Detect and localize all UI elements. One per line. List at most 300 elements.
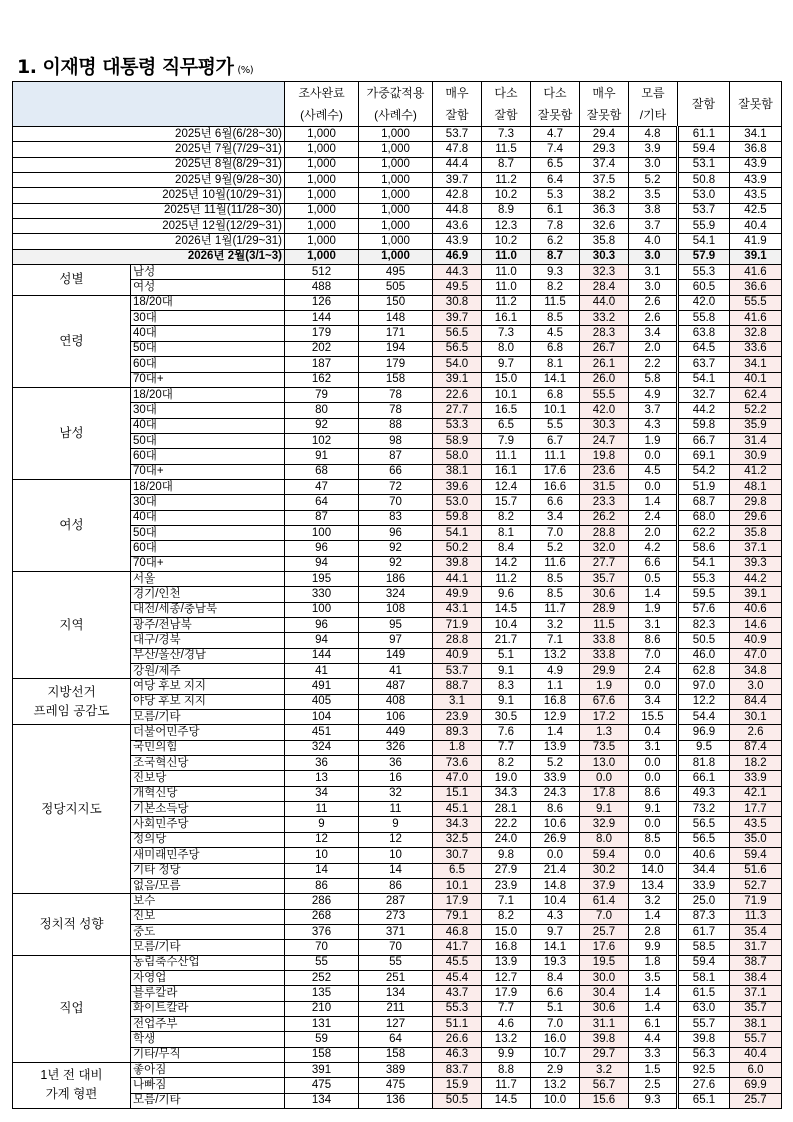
- value-cell: 9.1: [482, 664, 531, 679]
- value-cell: 59.8: [678, 418, 730, 433]
- value-cell: 34: [285, 786, 359, 801]
- value-cell: 108: [359, 602, 433, 617]
- value-cell: 4.8: [629, 127, 678, 142]
- history-row: [13, 173, 782, 188]
- value-cell: 54.1: [678, 234, 730, 249]
- subgroup-label: 중도: [131, 924, 285, 939]
- value-cell: 6.0: [730, 1062, 782, 1077]
- value-cell: 43.9: [433, 234, 482, 249]
- value-cell: 39.1: [433, 372, 482, 387]
- value-cell: 326: [359, 740, 433, 755]
- value-cell: 34.3: [482, 786, 531, 801]
- subgroup-label: 농림축수산업: [131, 955, 285, 970]
- value-cell: 8.7: [482, 157, 531, 172]
- value-cell: 3.3: [629, 1047, 678, 1062]
- value-cell: 7.0: [531, 1016, 580, 1031]
- value-cell: 51.6: [730, 863, 782, 878]
- value-cell: 56.7: [580, 1078, 629, 1093]
- column-header: (사례수): [359, 104, 433, 127]
- value-cell: 3.1: [629, 265, 678, 280]
- column-header: 잘못함: [531, 104, 580, 127]
- value-cell: 1,000: [359, 127, 433, 142]
- table-row: [13, 479, 782, 494]
- title-text: 1. 이재명 대통령 직무평가: [17, 56, 234, 78]
- value-cell: 46.9: [433, 249, 482, 264]
- value-cell: 55: [359, 955, 433, 970]
- subgroup-label: 모름/기타: [131, 710, 285, 725]
- value-cell: 8.9: [482, 203, 531, 218]
- value-cell: 30.9: [730, 449, 782, 464]
- value-cell: 96: [285, 618, 359, 633]
- value-cell: 59.4: [580, 848, 629, 863]
- value-cell: 3.1: [433, 694, 482, 709]
- value-cell: 186: [359, 571, 433, 586]
- value-cell: 9.5: [678, 740, 730, 755]
- value-cell: 11.0: [482, 280, 531, 295]
- value-cell: 70: [359, 940, 433, 955]
- value-cell: 11.7: [531, 602, 580, 617]
- value-cell: 38.2: [580, 188, 629, 203]
- value-cell: 15.9: [433, 1078, 482, 1093]
- value-cell: 6.5: [482, 418, 531, 433]
- value-cell: 33.9: [730, 771, 782, 786]
- value-cell: 195: [285, 571, 359, 586]
- value-cell: 92: [359, 556, 433, 571]
- value-cell: 43.1: [433, 602, 482, 617]
- value-cell: 87: [285, 510, 359, 525]
- header-corner: [13, 82, 285, 127]
- value-cell: 148: [359, 311, 433, 326]
- subgroup-label: 기타 정당: [131, 863, 285, 878]
- period-label: 2025년 9월(9/28~30): [13, 173, 285, 188]
- value-cell: 2.6: [629, 311, 678, 326]
- value-cell: 50.2: [433, 541, 482, 556]
- value-cell: 32.8: [730, 326, 782, 341]
- value-cell: 47.0: [730, 648, 782, 663]
- subgroup-label: 자영업: [131, 970, 285, 985]
- value-cell: 15.0: [482, 372, 531, 387]
- period-label: 2025년 10월(10/29~31): [13, 188, 285, 203]
- value-cell: 512: [285, 265, 359, 280]
- value-cell: 488: [285, 280, 359, 295]
- value-cell: 11.0: [482, 265, 531, 280]
- value-cell: 8.0: [580, 832, 629, 847]
- value-cell: 268: [285, 909, 359, 924]
- subgroup-label: 50대: [131, 433, 285, 448]
- value-cell: 47.8: [433, 142, 482, 157]
- value-cell: 8.6: [629, 786, 678, 801]
- value-cell: 10.4: [531, 894, 580, 909]
- value-cell: 2.0: [629, 341, 678, 356]
- subgroup-label: 새미래민주당: [131, 848, 285, 863]
- value-cell: 330: [285, 587, 359, 602]
- value-cell: 9.9: [629, 940, 678, 955]
- value-cell: 6.7: [531, 433, 580, 448]
- value-cell: 9.7: [482, 357, 531, 372]
- value-cell: 449: [359, 725, 433, 740]
- value-cell: 55.5: [580, 387, 629, 402]
- value-cell: 30.3: [580, 418, 629, 433]
- value-cell: 158: [285, 1047, 359, 1062]
- value-cell: 11.7: [482, 1078, 531, 1093]
- value-cell: 35.7: [730, 1001, 782, 1016]
- value-cell: 7.7: [482, 1001, 531, 1016]
- subgroup-label: 나빠짐: [131, 1078, 285, 1093]
- value-cell: 7.6: [482, 725, 531, 740]
- value-cell: 17.6: [531, 464, 580, 479]
- value-cell: 8.5: [531, 311, 580, 326]
- value-cell: 2.8: [629, 924, 678, 939]
- value-cell: 6.5: [531, 157, 580, 172]
- value-cell: 14: [285, 863, 359, 878]
- column-header: 조사완료: [285, 82, 359, 105]
- value-cell: 38.1: [433, 464, 482, 479]
- value-cell: 10.2: [482, 188, 531, 203]
- value-cell: 33.2: [580, 311, 629, 326]
- value-cell: 286: [285, 894, 359, 909]
- value-cell: 87.4: [730, 740, 782, 755]
- value-cell: 12: [285, 832, 359, 847]
- value-cell: 16.0: [531, 1032, 580, 1047]
- value-cell: 96: [285, 541, 359, 556]
- value-cell: 14.1: [531, 372, 580, 387]
- value-cell: 26.7: [580, 341, 629, 356]
- value-cell: 0.5: [629, 571, 678, 586]
- value-cell: 7.7: [482, 740, 531, 755]
- value-cell: 9.1: [580, 802, 629, 817]
- value-cell: 1,000: [359, 173, 433, 188]
- value-cell: 10.1: [482, 387, 531, 402]
- value-cell: 35.9: [730, 418, 782, 433]
- value-cell: 11.1: [482, 449, 531, 464]
- value-cell: 32.6: [580, 219, 629, 234]
- value-cell: 475: [285, 1078, 359, 1093]
- value-cell: 73.5: [580, 740, 629, 755]
- value-cell: 30.5: [482, 710, 531, 725]
- column-header: 잘못함: [730, 82, 782, 127]
- value-cell: 41.7: [433, 940, 482, 955]
- value-cell: 16.1: [482, 464, 531, 479]
- value-cell: 4.9: [531, 664, 580, 679]
- value-cell: 1,000: [285, 142, 359, 157]
- value-cell: 13.9: [531, 740, 580, 755]
- value-cell: 8.2: [482, 909, 531, 924]
- value-cell: 34.8: [730, 664, 782, 679]
- value-cell: 41.6: [730, 265, 782, 280]
- value-cell: 1,000: [359, 142, 433, 157]
- value-cell: 32: [359, 786, 433, 801]
- value-cell: 44.0: [580, 295, 629, 310]
- value-cell: 8.1: [482, 525, 531, 540]
- value-cell: 23.6: [580, 464, 629, 479]
- value-cell: 17.7: [730, 802, 782, 817]
- subgroup-label: 30대: [131, 495, 285, 510]
- value-cell: 0.0: [629, 756, 678, 771]
- value-cell: 29.7: [580, 1047, 629, 1062]
- value-cell: 64: [359, 1032, 433, 1047]
- value-cell: 88: [359, 418, 433, 433]
- value-cell: 3.1: [629, 740, 678, 755]
- value-cell: 5.2: [531, 756, 580, 771]
- table-row: [13, 1062, 782, 1077]
- value-cell: 4.4: [629, 1032, 678, 1047]
- value-cell: 68.7: [678, 495, 730, 510]
- value-cell: 16.8: [531, 694, 580, 709]
- column-header: 잘함: [482, 104, 531, 127]
- value-cell: 55: [285, 955, 359, 970]
- value-cell: 1.8: [629, 955, 678, 970]
- value-cell: 32.7: [678, 387, 730, 402]
- subgroup-label: 18/20대: [131, 295, 285, 310]
- value-cell: 3.0: [629, 157, 678, 172]
- period-label: 2025년 11월(11/28~30): [13, 203, 285, 218]
- value-cell: 28.8: [580, 525, 629, 540]
- value-cell: 57.9: [678, 249, 730, 264]
- period-label: 2025년 6월(6/28~30): [13, 127, 285, 142]
- value-cell: 56.3: [678, 1047, 730, 1062]
- value-cell: 47: [285, 479, 359, 494]
- value-cell: 36: [285, 756, 359, 771]
- value-cell: 38.4: [730, 970, 782, 985]
- subgroup-label: 더불어민주당: [131, 725, 285, 740]
- subgroup-label: 18/20대: [131, 387, 285, 402]
- unit-label: (%): [237, 65, 254, 76]
- group-label: 직업: [13, 955, 131, 1062]
- subgroup-label: 대구/경북: [131, 633, 285, 648]
- value-cell: 69.1: [678, 449, 730, 464]
- value-cell: 187: [285, 357, 359, 372]
- subgroup-label: 진보당: [131, 771, 285, 786]
- value-cell: 30.2: [580, 863, 629, 878]
- value-cell: 0.0: [629, 771, 678, 786]
- value-cell: 53.7: [433, 127, 482, 142]
- value-cell: 6.8: [531, 341, 580, 356]
- subgroup-label: 진보: [131, 909, 285, 924]
- value-cell: 79: [285, 387, 359, 402]
- value-cell: 15.6: [580, 1093, 629, 1108]
- value-cell: 9: [359, 817, 433, 832]
- value-cell: 6.6: [629, 556, 678, 571]
- subgroup-label: 야당 후보 지지: [131, 694, 285, 709]
- history-row: [13, 219, 782, 234]
- value-cell: 45.5: [433, 955, 482, 970]
- value-cell: 26.9: [531, 832, 580, 847]
- value-cell: 12.3: [482, 219, 531, 234]
- value-cell: 7.1: [482, 894, 531, 909]
- value-cell: 95: [359, 618, 433, 633]
- value-cell: 3.0: [629, 280, 678, 295]
- value-cell: 144: [285, 648, 359, 663]
- value-cell: 15.1: [433, 786, 482, 801]
- value-cell: 70: [359, 495, 433, 510]
- value-cell: 19.8: [580, 449, 629, 464]
- value-cell: 211: [359, 1001, 433, 1016]
- column-header: 잘함: [433, 104, 482, 127]
- subgroup-label: 70대+: [131, 556, 285, 571]
- value-cell: 37.4: [580, 157, 629, 172]
- value-cell: 131: [285, 1016, 359, 1031]
- value-cell: 43.9: [730, 157, 782, 172]
- value-cell: 6.2: [531, 234, 580, 249]
- value-cell: 59.5: [678, 587, 730, 602]
- value-cell: 53.0: [678, 188, 730, 203]
- value-cell: 73.6: [433, 756, 482, 771]
- value-cell: 150: [359, 295, 433, 310]
- value-cell: 39.3: [730, 556, 782, 571]
- value-cell: 13: [285, 771, 359, 786]
- value-cell: 62.2: [678, 525, 730, 540]
- value-cell: 487: [359, 679, 433, 694]
- value-cell: 46.0: [678, 648, 730, 663]
- value-cell: 30.1: [730, 710, 782, 725]
- value-cell: 64.5: [678, 341, 730, 356]
- value-cell: 33.6: [730, 341, 782, 356]
- value-cell: 194: [359, 341, 433, 356]
- value-cell: 1.4: [531, 725, 580, 740]
- value-cell: 17.9: [482, 986, 531, 1001]
- value-cell: 24.3: [531, 786, 580, 801]
- column-header: 잘못함: [580, 104, 629, 127]
- subgroup-label: 60대: [131, 357, 285, 372]
- group-label: 연령: [13, 295, 131, 387]
- value-cell: 67.6: [580, 694, 629, 709]
- value-cell: 0.0: [629, 679, 678, 694]
- table-row: [13, 955, 782, 970]
- value-cell: 5.8: [629, 372, 678, 387]
- subgroup-label: 여성: [131, 280, 285, 295]
- period-label: 2025년 12월(12/29~31): [13, 219, 285, 234]
- value-cell: 26.0: [580, 372, 629, 387]
- value-cell: 50.5: [678, 633, 730, 648]
- value-cell: 1,000: [285, 249, 359, 264]
- value-cell: 96: [359, 525, 433, 540]
- value-cell: 16.1: [482, 311, 531, 326]
- period-label: 2025년 8월(8/29~31): [13, 157, 285, 172]
- value-cell: 17.2: [580, 710, 629, 725]
- value-cell: 28.3: [580, 326, 629, 341]
- value-cell: 5.1: [531, 1001, 580, 1016]
- value-cell: 10.1: [433, 878, 482, 893]
- value-cell: 25.7: [580, 924, 629, 939]
- value-cell: 47.0: [433, 771, 482, 786]
- value-cell: 4.2: [629, 541, 678, 556]
- value-cell: 3.7: [629, 219, 678, 234]
- subgroup-label: 보수: [131, 894, 285, 909]
- value-cell: 14.8: [531, 878, 580, 893]
- value-cell: 3.0: [629, 249, 678, 264]
- value-cell: 8.2: [482, 756, 531, 771]
- group-label: 여성: [13, 479, 131, 571]
- value-cell: 7.1: [531, 633, 580, 648]
- table-row: [13, 387, 782, 402]
- value-cell: 179: [285, 326, 359, 341]
- subgroup-label: 부산/울산/경남: [131, 648, 285, 663]
- value-cell: 8.6: [629, 633, 678, 648]
- value-cell: 12.2: [678, 694, 730, 709]
- value-cell: 32.0: [580, 541, 629, 556]
- value-cell: 87.3: [678, 909, 730, 924]
- value-cell: 4.0: [629, 234, 678, 249]
- value-cell: 29.3: [580, 142, 629, 157]
- value-cell: 66: [359, 464, 433, 479]
- value-cell: 32.3: [580, 265, 629, 280]
- value-cell: 5.5: [531, 418, 580, 433]
- value-cell: 58.9: [433, 433, 482, 448]
- value-cell: 9.8: [482, 848, 531, 863]
- value-cell: 106: [359, 710, 433, 725]
- value-cell: 12.7: [482, 970, 531, 985]
- value-cell: 45.1: [433, 802, 482, 817]
- value-cell: 34.4: [678, 863, 730, 878]
- value-cell: 21.7: [482, 633, 531, 648]
- value-cell: 38.1: [730, 1016, 782, 1031]
- value-cell: 12.4: [482, 479, 531, 494]
- subgroup-label: 서울: [131, 571, 285, 586]
- value-cell: 32.9: [580, 817, 629, 832]
- value-cell: 61.5: [678, 986, 730, 1001]
- value-cell: 11.2: [482, 571, 531, 586]
- value-cell: 40.6: [678, 848, 730, 863]
- value-cell: 287: [359, 894, 433, 909]
- value-cell: 96.9: [678, 725, 730, 740]
- value-cell: 3.1: [629, 618, 678, 633]
- value-cell: 0.0: [629, 479, 678, 494]
- value-cell: 252: [285, 970, 359, 985]
- history-row: [13, 127, 782, 142]
- value-cell: 37.5: [580, 173, 629, 188]
- value-cell: 10: [285, 848, 359, 863]
- value-cell: 44.2: [678, 403, 730, 418]
- value-cell: 3.2: [629, 894, 678, 909]
- value-cell: 8.4: [482, 541, 531, 556]
- subgroup-label: 조국혁신당: [131, 756, 285, 771]
- value-cell: 1,000: [285, 157, 359, 172]
- value-cell: 11.6: [531, 556, 580, 571]
- value-cell: 39.1: [730, 249, 782, 264]
- value-cell: 23.9: [433, 710, 482, 725]
- value-cell: 17.9: [433, 894, 482, 909]
- value-cell: 12: [359, 832, 433, 847]
- value-cell: 53.3: [433, 418, 482, 433]
- table-row: [13, 265, 782, 280]
- value-cell: 42.5: [730, 203, 782, 218]
- value-cell: 1.8: [433, 740, 482, 755]
- period-label: 2026년 2월(3/1~3): [13, 249, 285, 264]
- value-cell: 11: [285, 802, 359, 817]
- value-cell: 36.8: [730, 142, 782, 157]
- value-cell: 24.0: [482, 832, 531, 847]
- value-cell: 98: [359, 433, 433, 448]
- subgroup-label: 40대: [131, 510, 285, 525]
- value-cell: 14.5: [482, 1093, 531, 1108]
- value-cell: 13.2: [531, 648, 580, 663]
- value-cell: 53.0: [433, 495, 482, 510]
- value-cell: 39.7: [433, 173, 482, 188]
- value-cell: 15.5: [629, 710, 678, 725]
- value-cell: 44.8: [433, 203, 482, 218]
- value-cell: 88.7: [433, 679, 482, 694]
- value-cell: 52.2: [730, 403, 782, 418]
- value-cell: 7.0: [580, 909, 629, 924]
- value-cell: 30.7: [433, 848, 482, 863]
- value-cell: 69.9: [730, 1078, 782, 1093]
- value-cell: 29.6: [730, 510, 782, 525]
- value-cell: 26.6: [433, 1032, 482, 1047]
- value-cell: 0.0: [629, 817, 678, 832]
- value-cell: 13.9: [482, 955, 531, 970]
- value-cell: 30.0: [580, 970, 629, 985]
- value-cell: 11.2: [482, 295, 531, 310]
